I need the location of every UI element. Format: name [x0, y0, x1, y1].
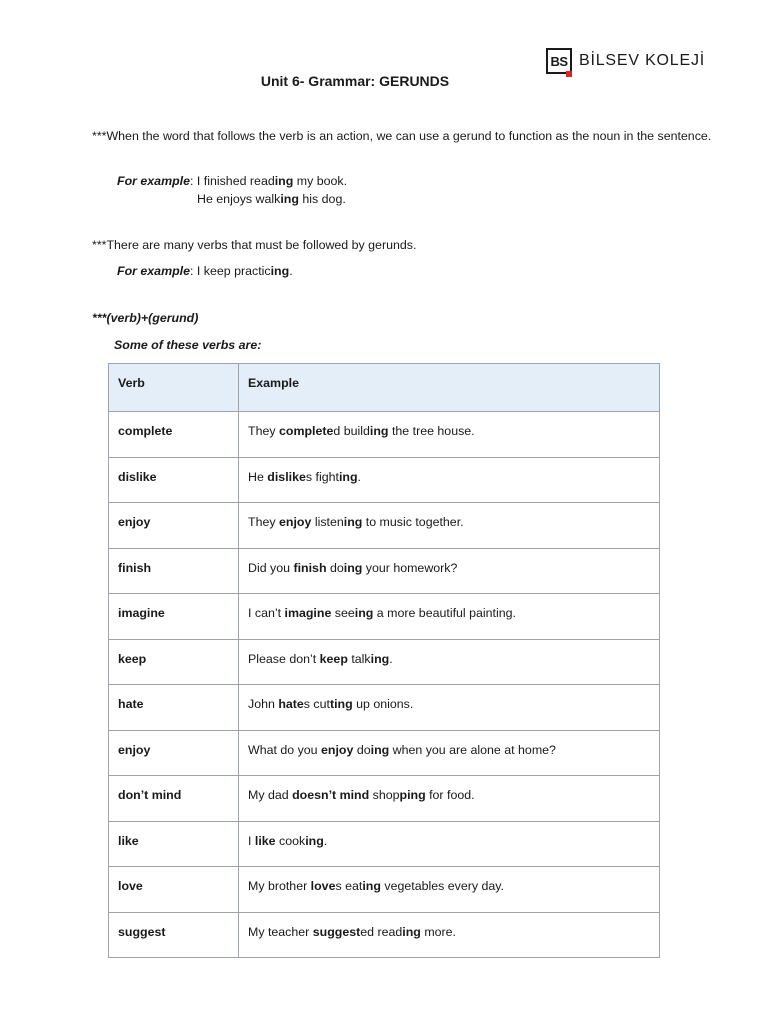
verb-cell: dislike: [109, 457, 239, 503]
bold-fragment: enjoy: [321, 742, 354, 757]
logo-mark-text: BS: [550, 53, 568, 69]
example-cell: My brother loves eating vegetables every day.: [239, 867, 660, 913]
example-cell: John hates cutting up onions.: [239, 685, 660, 731]
bold-fragment: ing: [362, 879, 381, 893]
example-cell: Did you finish doing your homework?: [239, 548, 660, 594]
logo-mark: [546, 48, 572, 74]
verb-cell: imagine: [109, 594, 239, 640]
verb-cell: enjoy: [109, 730, 239, 776]
bold-fragment: hate: [278, 697, 304, 711]
table-row: [109, 457, 660, 503]
bold-fragment: keep: [319, 651, 348, 666]
example2-line: For example: I keep practicing.: [117, 264, 293, 278]
school-logo: [546, 48, 705, 74]
header-verb: Verb: [109, 364, 239, 412]
verb-cell: hate: [109, 685, 239, 731]
verb-cell: finish: [109, 548, 239, 594]
table-row: [109, 594, 660, 640]
example1-label: For example: [117, 174, 190, 188]
bold-fragment: complete: [279, 424, 334, 438]
logo-name: BİLSEV KOLEJİ: [579, 52, 706, 69]
verb-cell: complete: [109, 412, 239, 458]
verb-cell: like: [109, 821, 239, 867]
header-example: Example: [239, 364, 660, 412]
table-row: [109, 412, 660, 458]
table-header-row: [109, 364, 660, 412]
rule2-paragraph: ***There are many verbs that must be followed by gerunds.: [92, 238, 417, 252]
bold-fragment: ing: [343, 515, 363, 529]
example-cell: My dad doesn’t mind shopping for food.: [239, 776, 660, 822]
bold-fragment: ting: [329, 697, 353, 711]
bold-fragment: ing: [338, 469, 358, 484]
verb-cell: love: [109, 867, 239, 913]
table-row: [109, 730, 660, 776]
bold-fragment: ing: [270, 264, 290, 278]
bold-fragment: suggest: [312, 924, 361, 939]
bold-fragment: doesn’t mind: [292, 788, 370, 802]
example2-label: For example: [117, 264, 190, 278]
example1-sentence1: I finished reading my book.: [196, 174, 348, 188]
table-row: [109, 548, 660, 594]
table-row: [109, 639, 660, 685]
example-cell: I can’t imagine seeing a more beautiful painting.: [239, 594, 660, 640]
bold-fragment: ing: [274, 174, 294, 188]
bold-fragment: like: [254, 833, 276, 848]
bold-fragment: ing: [402, 924, 421, 939]
pattern-heading: ***(verb)+(gerund): [92, 311, 199, 325]
verb-cell: don’t mind: [109, 776, 239, 822]
example1-line2: He enjoys walking his dog.: [197, 192, 346, 206]
example1-line1: For example: I finished reading my book.: [117, 174, 348, 188]
bold-fragment: finish: [293, 560, 327, 575]
verb-cell: suggest: [109, 912, 239, 958]
bold-fragment: ping: [399, 788, 426, 802]
example-cell: I like cooking.: [239, 821, 660, 867]
example-cell: My teacher suggested reading more.: [239, 912, 660, 958]
bold-fragment: love: [310, 879, 336, 893]
table-row: [109, 867, 660, 913]
bold-fragment: dislike: [267, 469, 306, 484]
bold-fragment: ing: [370, 742, 390, 757]
example-cell: He dislikes fighting.: [239, 457, 660, 503]
table-row: [109, 685, 660, 731]
page-title: Unit 6- Grammar: GERUNDS: [260, 73, 450, 89]
bold-fragment: ing: [280, 192, 299, 206]
gerund-verbs-table: [108, 363, 660, 958]
table-row: [109, 912, 660, 958]
bold-fragment: ing: [369, 424, 389, 438]
bold-fragment: ing: [354, 606, 374, 620]
example-cell: They enjoy listening to music together.: [239, 503, 660, 549]
bold-fragment: enjoy: [279, 515, 312, 529]
table-row: [109, 503, 660, 549]
example-cell: What do you enjoy doing when you are alone at home?: [239, 730, 660, 776]
bold-fragment: ing: [370, 651, 390, 666]
table-row: [109, 776, 660, 822]
verb-cell: keep: [109, 639, 239, 685]
example2-sentence: I keep practicing.: [196, 264, 293, 278]
intro-paragraph: [92, 127, 712, 145]
intro-prefix: ***: [92, 129, 107, 143]
bold-fragment: ing: [343, 560, 363, 575]
intro-text: When the word that follows the verb is an action, we can use a gerund to function as the noun in the sentence.: [106, 129, 712, 143]
table-row: [109, 821, 660, 867]
bold-fragment: imagine: [284, 606, 332, 620]
example-cell: They completed building the tree house.: [239, 412, 660, 458]
bold-fragment: ing: [305, 833, 324, 848]
example-cell: Please don’t keep talking.: [239, 639, 660, 685]
list-intro: Some of these verbs are:: [114, 338, 262, 352]
verb-cell: enjoy: [109, 503, 239, 549]
